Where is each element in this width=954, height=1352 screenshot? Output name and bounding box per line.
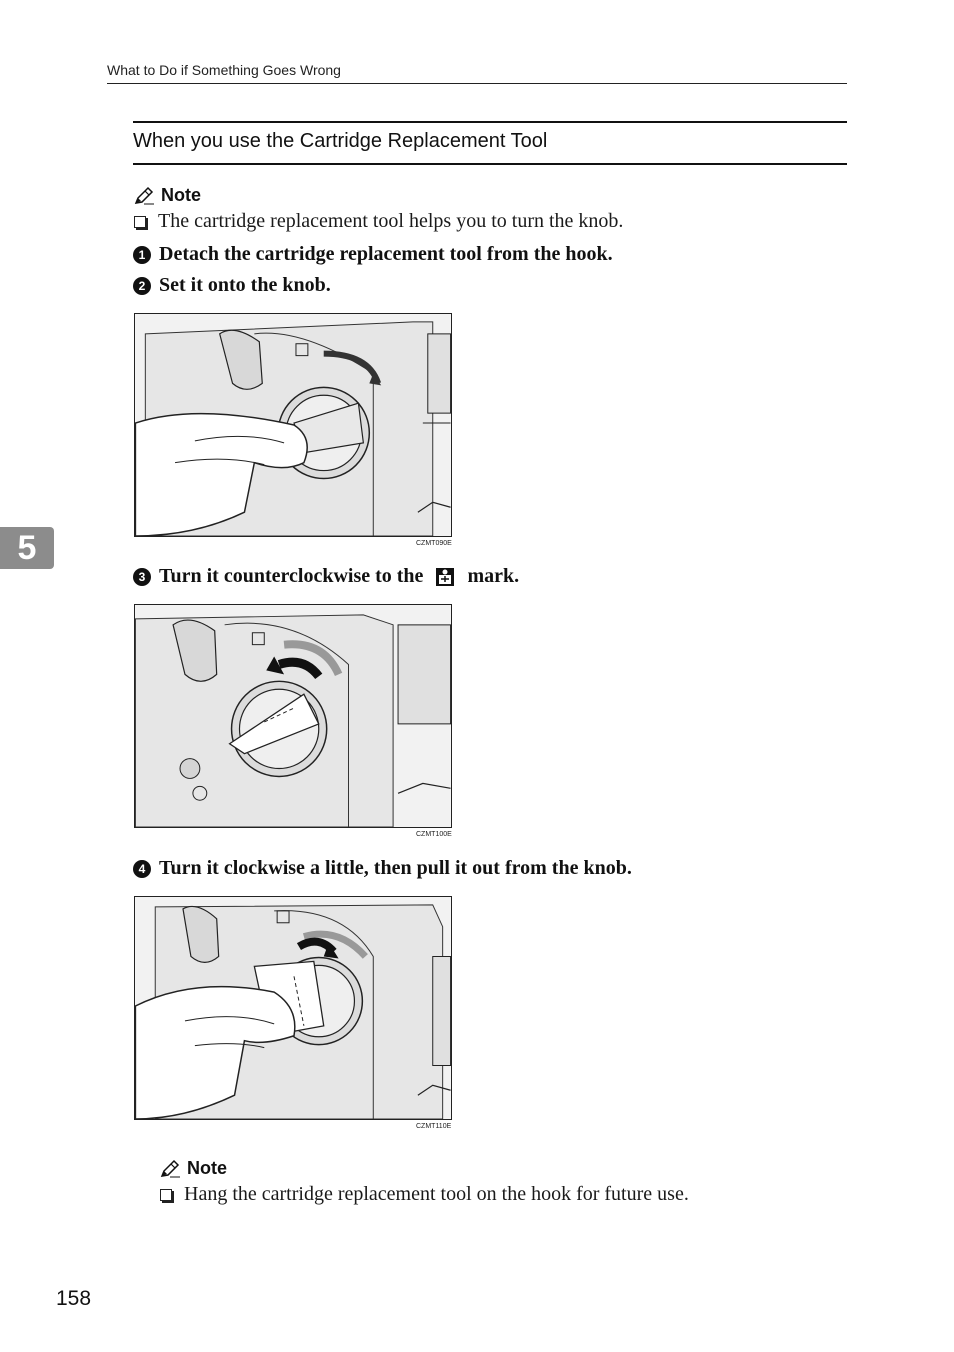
section-rule-bottom bbox=[133, 163, 847, 165]
figure-drawing bbox=[135, 314, 451, 536]
note-item bbox=[160, 1183, 689, 1206]
figure-code: CZMT090E bbox=[416, 540, 452, 547]
note-heading bbox=[159, 1158, 227, 1179]
step-4 bbox=[133, 857, 632, 880]
step-1 bbox=[133, 243, 613, 266]
section-title: When you use the Cartridge Replacement Tool bbox=[133, 130, 548, 152]
note-item bbox=[134, 210, 623, 233]
note-label: Note bbox=[161, 185, 201, 205]
note-heading bbox=[133, 185, 201, 206]
note-item-text: The cartridge replacement tool helps you to turn the knob. bbox=[158, 210, 624, 232]
pencil-icon bbox=[133, 186, 155, 206]
running-header bbox=[107, 60, 847, 84]
section-rule-top bbox=[133, 121, 847, 123]
cartridge-mark-icon bbox=[435, 567, 455, 587]
step-number: 1 bbox=[133, 246, 151, 264]
chapter-tab: 5 bbox=[0, 527, 54, 569]
note-label: Note bbox=[187, 1158, 227, 1178]
figure-drawing bbox=[135, 897, 451, 1119]
pencil-icon bbox=[159, 1159, 181, 1179]
note-item-text: Hang the cartridge replacement tool on the hook for future use. bbox=[184, 1183, 689, 1205]
step-text-before: Turn it counterclockwise to the bbox=[159, 565, 424, 587]
step-text-after: mark. bbox=[467, 565, 520, 587]
step-number: 4 bbox=[133, 860, 151, 878]
illustration-set-tool-on-knob bbox=[134, 313, 452, 537]
page-number: 158 bbox=[56, 1287, 92, 1310]
step-2 bbox=[133, 274, 331, 297]
checkbox-bullet-icon bbox=[134, 216, 146, 228]
illustration-turn-counterclockwise bbox=[134, 604, 452, 828]
step-text: Detach the cartridge replacement tool from the hook. bbox=[159, 243, 613, 265]
step-number: 2 bbox=[133, 277, 151, 295]
step-text: Set it onto the knob. bbox=[159, 274, 331, 296]
illustration-pull-tool-out bbox=[134, 896, 452, 1120]
step-text: Turn it clockwise a little, then pull it out from the knob. bbox=[159, 857, 632, 879]
step-3 bbox=[133, 565, 519, 588]
figure-code: CZMT110E bbox=[416, 1123, 452, 1130]
figure-code: CZMT100E bbox=[416, 831, 452, 838]
step-number: 3 bbox=[133, 568, 151, 586]
checkbox-bullet-icon bbox=[160, 1189, 172, 1201]
running-header-title: What to Do if Something Goes Wrong bbox=[107, 62, 341, 78]
figure-drawing bbox=[135, 605, 451, 827]
